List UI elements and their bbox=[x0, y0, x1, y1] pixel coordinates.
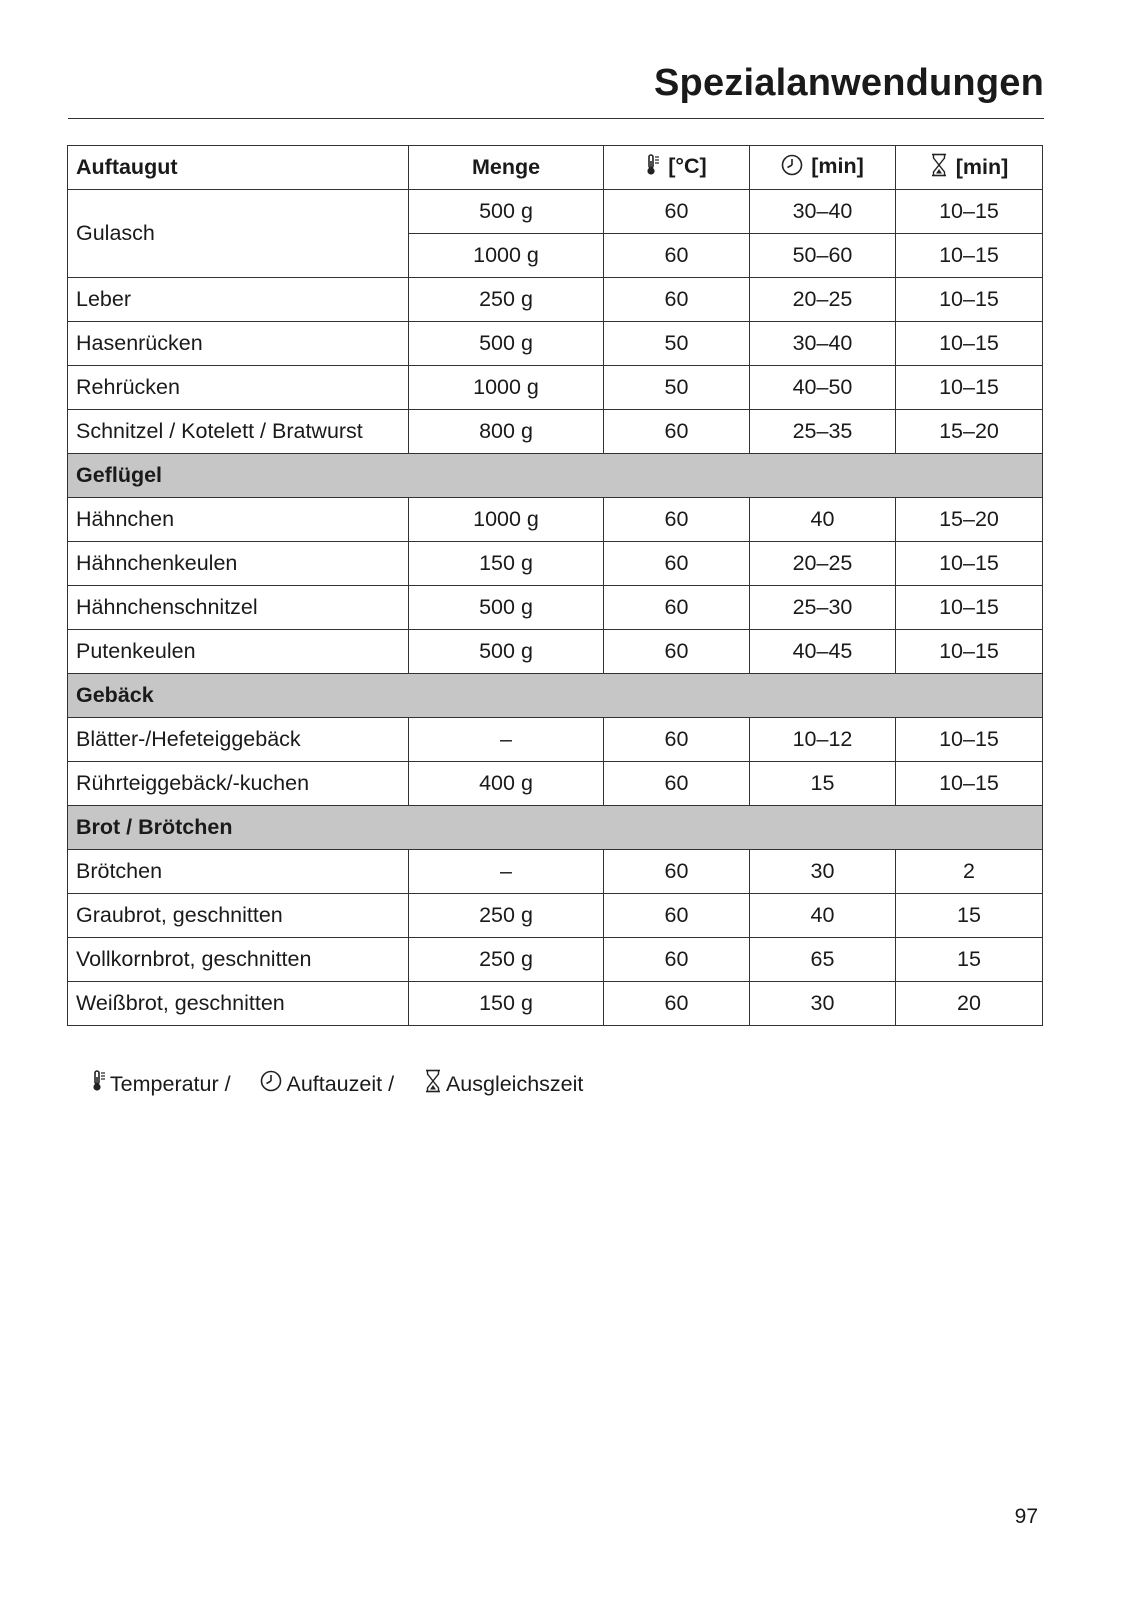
cell-temperature: 50 bbox=[604, 366, 750, 410]
cell-food: Brötchen bbox=[68, 850, 409, 894]
header-thaw-time bbox=[750, 146, 896, 190]
cell-amount: 1000 g bbox=[409, 234, 604, 278]
table-row bbox=[68, 938, 1043, 982]
cell-temperature: 60 bbox=[604, 630, 750, 674]
cell-rest-time: 15–20 bbox=[896, 410, 1043, 454]
table-row bbox=[68, 410, 1043, 454]
cell-amount: 500 g bbox=[409, 586, 604, 630]
category-row bbox=[68, 674, 1043, 718]
legend-temperature: Temperatur bbox=[109, 1071, 219, 1096]
category-row bbox=[68, 454, 1043, 498]
cell-rest-time: 10–15 bbox=[896, 278, 1043, 322]
table-header-row bbox=[68, 146, 1043, 190]
cell-thaw-time: 30–40 bbox=[750, 322, 896, 366]
cell-thaw-time: 25–30 bbox=[750, 586, 896, 630]
clock-icon bbox=[237, 1045, 283, 1123]
cell-temperature: 60 bbox=[604, 586, 750, 630]
cell-rest-time: 10–15 bbox=[896, 762, 1043, 806]
cell-temperature: 60 bbox=[604, 542, 750, 586]
cell-rest-time: 10–15 bbox=[896, 234, 1043, 278]
category-title: Gebäck bbox=[68, 674, 1043, 718]
cell-amount: 800 g bbox=[409, 410, 604, 454]
cell-amount: 1000 g bbox=[409, 498, 604, 542]
cell-thaw-time: 65 bbox=[750, 938, 896, 982]
legend bbox=[68, 1044, 583, 1124]
cell-food: Hasenrücken bbox=[68, 322, 409, 366]
hourglass-icon bbox=[930, 153, 948, 183]
cell-thaw-time: 30–40 bbox=[750, 190, 896, 234]
cell-rest-time: 10–15 bbox=[896, 630, 1043, 674]
header-rest-time bbox=[896, 146, 1043, 190]
table-row bbox=[68, 850, 1043, 894]
table-row bbox=[68, 366, 1043, 410]
cell-amount: 500 g bbox=[409, 322, 604, 366]
cell-temperature: 60 bbox=[604, 762, 750, 806]
legend-separator: / bbox=[218, 1071, 237, 1096]
header-amount: Menge bbox=[409, 146, 604, 190]
cell-rest-time: 10–15 bbox=[896, 366, 1043, 410]
cell-food: Weißbrot, geschnitten bbox=[68, 982, 409, 1026]
cell-food: Rührteiggebäck/-kuchen bbox=[68, 762, 409, 806]
cell-amount: 400 g bbox=[409, 762, 604, 806]
cell-temperature: 60 bbox=[604, 498, 750, 542]
cell-thaw-time: 40 bbox=[750, 894, 896, 938]
cell-rest-time: 10–15 bbox=[896, 190, 1043, 234]
cell-rest-time: 10–15 bbox=[896, 718, 1043, 762]
cell-thaw-time: 25–35 bbox=[750, 410, 896, 454]
cell-food: Blätter-/Hefeteiggebäck bbox=[68, 718, 409, 762]
header-temperature bbox=[604, 146, 750, 190]
table-body bbox=[68, 190, 1043, 1026]
cell-food: Schnitzel / Kotelett / Bratwurst bbox=[68, 410, 409, 454]
cell-rest-time: 10–15 bbox=[896, 322, 1043, 366]
header-rest-time-unit: [min] bbox=[955, 154, 1009, 179]
cell-rest-time: 15 bbox=[896, 894, 1043, 938]
legend-separator: / bbox=[382, 1071, 401, 1096]
hourglass-icon bbox=[400, 1044, 442, 1124]
cell-amount: 150 g bbox=[409, 542, 604, 586]
cell-amount: 150 g bbox=[409, 982, 604, 1026]
cell-thaw-time: 20–25 bbox=[750, 542, 896, 586]
table-row bbox=[68, 762, 1043, 806]
table-row bbox=[68, 498, 1043, 542]
category-title: Geflügel bbox=[68, 454, 1043, 498]
cell-food: Graubrot, geschnitten bbox=[68, 894, 409, 938]
table-row bbox=[68, 982, 1043, 1026]
cell-food: Vollkornbrot, geschnitten bbox=[68, 938, 409, 982]
cell-amount: 250 g bbox=[409, 938, 604, 982]
page-title: Spezialanwendungen bbox=[654, 62, 1044, 104]
cell-thaw-time: 50–60 bbox=[750, 234, 896, 278]
table-row bbox=[68, 894, 1043, 938]
cell-temperature: 60 bbox=[604, 938, 750, 982]
cell-thaw-time: 20–25 bbox=[750, 278, 896, 322]
table-row bbox=[68, 542, 1043, 586]
cell-thaw-time: 40 bbox=[750, 498, 896, 542]
cell-food: Hähnchen bbox=[68, 498, 409, 542]
category-row bbox=[68, 806, 1043, 850]
legend-rest-time: Ausgleichszeit bbox=[445, 1071, 584, 1096]
cell-thaw-time: 30 bbox=[750, 982, 896, 1026]
cell-rest-time: 2 bbox=[896, 850, 1043, 894]
cell-amount: 500 g bbox=[409, 190, 604, 234]
cell-temperature: 60 bbox=[604, 410, 750, 454]
table-row bbox=[68, 190, 1043, 234]
legend-thaw-time: Auftauzeit bbox=[286, 1071, 383, 1096]
table-row bbox=[68, 630, 1043, 674]
header-temperature-unit: [°C] bbox=[668, 153, 707, 178]
cell-rest-time: 10–15 bbox=[896, 586, 1043, 630]
cell-rest-time: 10–15 bbox=[896, 542, 1043, 586]
cell-food: Gulasch bbox=[68, 190, 409, 278]
cell-temperature: 60 bbox=[604, 190, 750, 234]
cell-rest-time: 20 bbox=[896, 982, 1043, 1026]
cell-amount: 1000 g bbox=[409, 366, 604, 410]
cell-temperature: 60 bbox=[604, 894, 750, 938]
table-row bbox=[68, 586, 1043, 630]
cell-temperature: 60 bbox=[604, 718, 750, 762]
cell-food: Rehrücken bbox=[68, 366, 409, 410]
header-thaw-time-unit: [min] bbox=[811, 153, 864, 178]
thermometer-icon bbox=[68, 1045, 106, 1123]
cell-thaw-time: 15 bbox=[750, 762, 896, 806]
cell-thaw-time: 10–12 bbox=[750, 718, 896, 762]
cell-rest-time: 15 bbox=[896, 938, 1043, 982]
cell-temperature: 60 bbox=[604, 850, 750, 894]
table-row bbox=[68, 718, 1043, 762]
table-row bbox=[68, 278, 1043, 322]
cell-amount: 500 g bbox=[409, 630, 604, 674]
cell-food: Hähnchenkeulen bbox=[68, 542, 409, 586]
cell-food: Leber bbox=[68, 278, 409, 322]
thermometer-icon bbox=[646, 154, 660, 182]
cell-temperature: 60 bbox=[604, 234, 750, 278]
header-food: Auftaugut bbox=[68, 146, 409, 190]
cell-rest-time: 15–20 bbox=[896, 498, 1043, 542]
cell-amount: – bbox=[409, 850, 604, 894]
clock-icon bbox=[781, 154, 803, 182]
cell-temperature: 60 bbox=[604, 278, 750, 322]
title-divider bbox=[68, 118, 1044, 119]
page-number: 97 bbox=[1014, 1505, 1038, 1528]
cell-thaw-time: 40–50 bbox=[750, 366, 896, 410]
category-title: Brot / Brötchen bbox=[68, 806, 1043, 850]
cell-thaw-time: 30 bbox=[750, 850, 896, 894]
cell-amount: 250 g bbox=[409, 894, 604, 938]
cell-temperature: 50 bbox=[604, 322, 750, 366]
cell-amount: 250 g bbox=[409, 278, 604, 322]
cell-amount: – bbox=[409, 718, 604, 762]
cell-temperature: 60 bbox=[604, 982, 750, 1026]
cell-thaw-time: 40–45 bbox=[750, 630, 896, 674]
thawing-table bbox=[67, 145, 1043, 1026]
cell-food: Hähnchenschnitzel bbox=[68, 586, 409, 630]
table-row bbox=[68, 322, 1043, 366]
cell-food: Putenkeulen bbox=[68, 630, 409, 674]
